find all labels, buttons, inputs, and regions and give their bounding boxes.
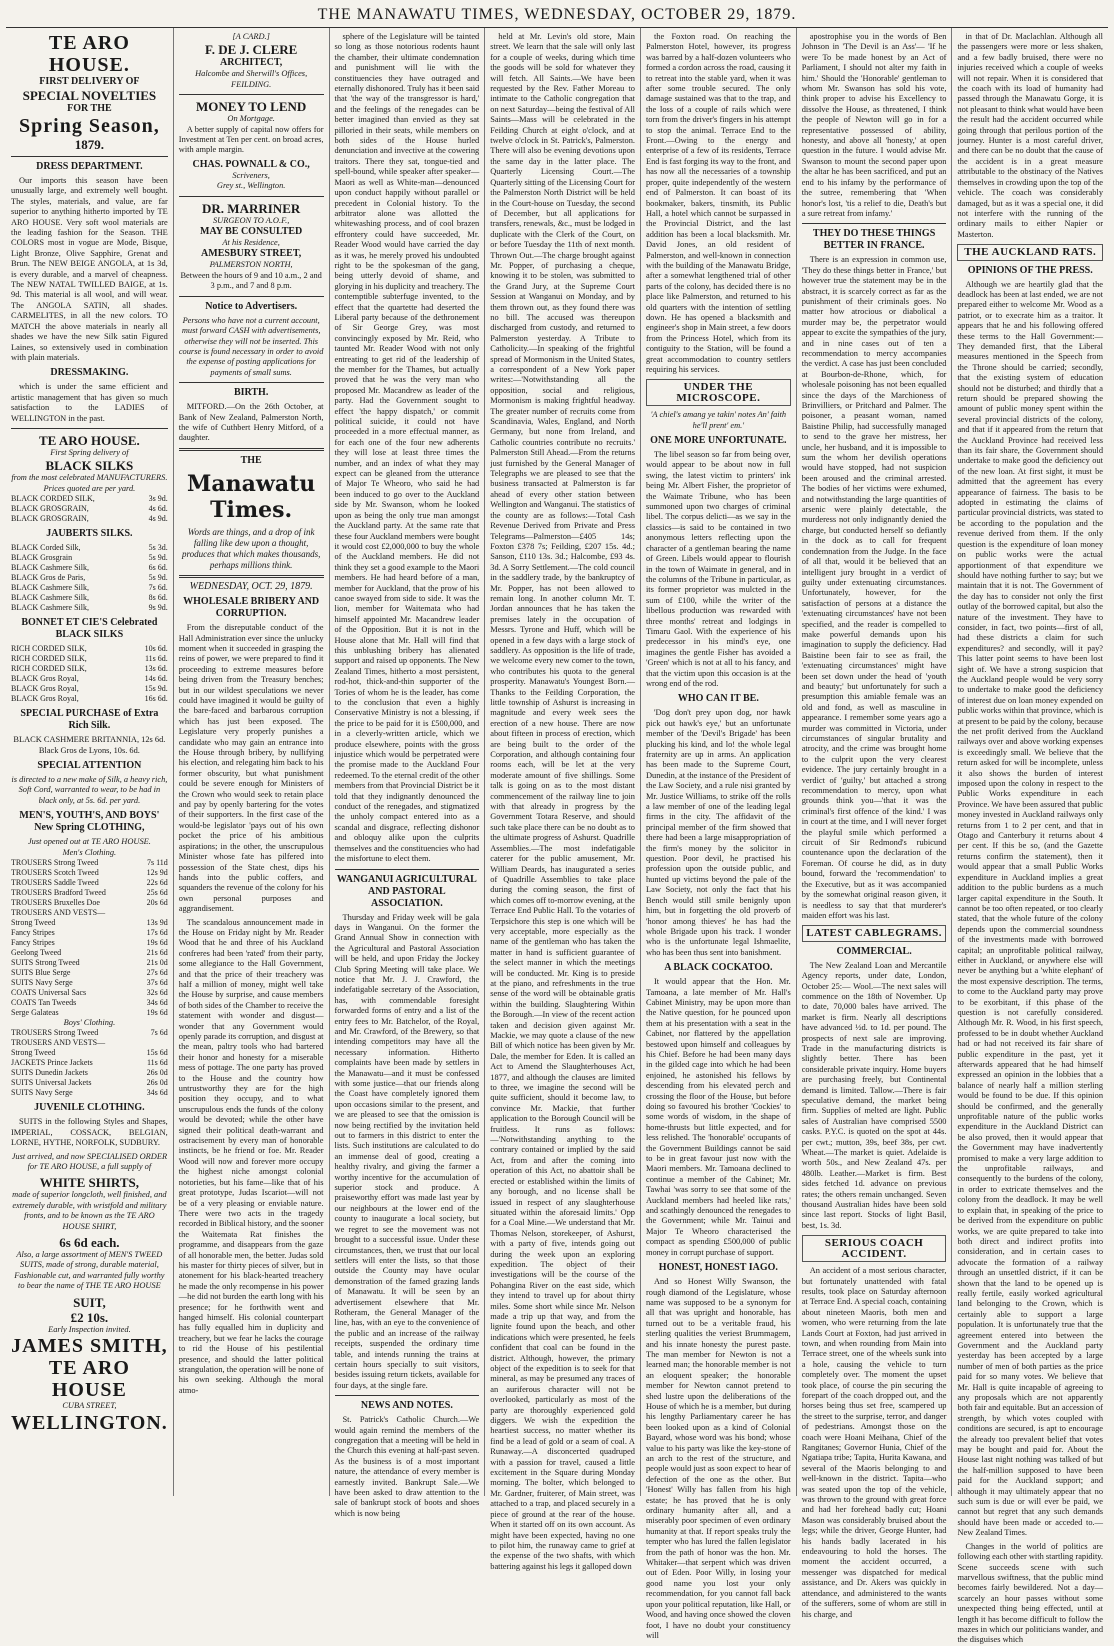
price-item: Strong Tweed bbox=[11, 1048, 56, 1058]
price-row bbox=[11, 593, 168, 603]
price-value: 27s 6d bbox=[146, 968, 168, 977]
bonnet-heading: BONNET ET CIE'S Celebrated BLACK SILKS bbox=[21, 617, 158, 641]
column-3 bbox=[330, 28, 486, 1518]
honest-text: And so Honest Willy Swanson, the rough diamond of the Legislature, whose name was supposed to be a synonym for all that was upright and honorable, has turned out to be a veritable fraud, his sterling qualities the veriest Brummagem, and his innate honesty the purest paste. The man member for Newton is not a learned man; the honorable member is not an eloquent speaker; the honorable member for Newton cannot pretend to shed lustre upon the deliberations of the House of which he is a member, but during his lengthy Parliamentary career he has been looked upon as a kind of Colonial Bayard, whose word was his bond; whose value to his party was like the key-stone of an arch to the rest of the structure, and people would just as soon expect to hear of defection of the one as the other. But 'Honest' Willy has fallen from his high estate; he has proved that he is only ordinary humanity after all, and a miserably poor specimen of even ordinary humanity at that. If report speaks truly the tempter who has lured the fallen legislator from the path of honor was the hon. Mr. Whitaker—that serpent which was driven out of Eden. Poor Willy, in losing your good name you lost your only recommendation, for you cannot fall back upon your political reputation, like Hall, or Wood, and having once showed the cloven foot, I have no doubt your constituency will bbox=[645, 1277, 791, 1640]
rats-text: Although we are heartily glad that the deadlock has been at last ended, we are not prepared either to welcome Mr. Wood as a patriot, or to execrate him as a traitor. It appears that he and his following offered these terms to the Hall Government:—They demanded first, that the Liberal measures mentioned in the Speech from the Throne should be carried; secondly, that the existing system of education should not be disturbed; and thirdly that a return should be prepared showing the amount of public money spent within the several provincial districts of the colony, and that if it appeared from the return that the Auckland Province had received less than its fair share, the Government should undertake to make good the deficiency out of the new loan. At first sight, it must be admitted that the agreement has every appearance of fairness. The basis to be adopted in estimating the claims of particular provincial districts, was stated to be according to the population and the revenue derived from them. If the only question is the expenditure of loan money on public works were the actual apportionment of that expenditure we should have nothing further to say; but we maintain that it is not. The Government of the day has to consider not only the first outlay of the borrowed capital, but also the nature of the investment. They have to consider, in fact, two points—first of all, had these districts a claim for such expenditures? and secondly, will it pay? This latter point seems to have been lost sight of. We have a strong suspicion that the Auckland people would be very sorry to undertake to make good the deficiency of interest due on loan money expended on public works within that province, which is at present to be paid by the colony, because the net profit derived from the Auckland railways over and above working expenses is exceedingly small. We believe that the return asked for will be incomplete, unless it also shows the burden of interest imposed upon the colony in respect to the Public Works expenditure in each Province. We have been assured that public money invested in Auckland railways only returns from 1 to 2 per cent, and that in Otago and Canterbury it returns about 4 per cent. If this be so, (and the Gazette returns confirm the statement), then it would appear that a small Public Works expenditure in Auckland implies a great addition to the public burdens as a much larger capital expenditure in the South. It cannot be too often repeated, or too clearly stated, that the whole future of the colony depends upon the commercial soundness of the investments made with borrowed capital; an unprofitable political railway, either in Auckland, or anywhere else will never be anything but a 'white elephant' of the most expensive description. The terms, to come to the Auckland party may prove to be exorbitant, if this phase of the question is not carefully considered. Although Mr. R. Wood, in his first speech, professed to be in doubt whether Auckland had or had not received its fair share of public expenditure in the past, yet it afterwards appeared that he had himself expressed an opinion in the lobbies that a balance of nearly half a million sterling would be found to be due. If this opinion should be confirmed, and the generally unprofitable nature of the public works expenditure in the Auckland District can be also proved, then it would appear that the Government may have inadvertently promised to make a very large addition to the unprofitable railways, and consequently to the burdens of the colony, in order to extricate themselves and the colony from the deadlock. It may be well to explain that, in speaking of the price to be derived from the expenditure on public works, we are quite prepared to take into both direct and indirect profits into consideration, and in certain cases to advocate the formation of a railway through an unsettled district, if it can be shown that the land to be opened up is really fertile, easily worked agricultural land belonging to the Crown, which is certainly able to support a large population. It is unfortunately true that the agreement entered into between the Government and the Auckland party yesterday has been accepted by a large number of men of both parties as the price paid for so many votes. We believe that Mr. Hall is quite incapable of agreeing to any proposals which are not apparently both fair and equitable. But an accession of strength, by which votes coupled with conditions are secured, is apt to encourage the already too prevalent belief that votes may be bought and paid for. About the House last night nothing was talked of but the half-million supposed to have been paid for the Auckland support; and although it may ultimately appear that no such sum is due or will ever be paid, we cannot but regret that any such demands should have been made or acceded to.—New Zealand Times. bbox=[957, 279, 1104, 1538]
price-item: TROUSERS Saddle Tweed bbox=[11, 878, 99, 887]
price-item: COATS Universal Sacs bbox=[11, 988, 87, 997]
price-item: Strong Tweed bbox=[11, 918, 56, 927]
price-row bbox=[11, 494, 168, 504]
price-value: 25s 6d bbox=[146, 888, 168, 897]
cockatoo-text: It would appear that the Hon. Mr. Tamoana, a late member of Mr. Hall's Cabinet Ministry, may be upon more than the Native question, for he pounced upon them at his presentation with a seat in the Cabinet, nor flattered by the appellation bestowed upon himself and colleagues by his Chief. Before he had been many days in the gilded cage into which he had been enjoined, he astonished his fellows by descending from his elevated perch and crossing the floor of the House, but before doing so favoured his brother 'Cockies' to some words of wisdom, in the shape of home-thrusts but little expected, and for less relished. The 'honorable' occupants of the Government Buildings cannot be said to be in great favour just now with the Maori members. Mr. Tamoana declined to continue a member of the Cabinet; Mr. Tawhai 'was sorry to see that some of the Auckland members had heeled like rats,' and scathingly denounced the renegades to the Government; while Mr. Tainui and Major Te Wheoro characterised the compact as spending £500,000 of public money in corrupt purchase of support. bbox=[645, 977, 791, 1257]
news-continued-2: the Foxton road. On reaching the Palmerston Hotel, however, its progress was barred by a half-dozen volunteers who formed a cordon across the road, causing it to retreat into the stable yard, when it was after some trouble secured. The only damage sustained was that to the trap, and the loss of a couple of rails which were torn from the driver's fingers in his attempt to stop the animal. Terrace End to the Front.—Owing to the energy and enterprise of a few of its residents, Terrace End is fast forging its way to the front, and has now all the necessaries of a township proper, quite independently of the western end of Palmerston. It can boast of its bookmaker, bakers, tinsmith, its Public Hall, a hotel which cannot be surpassed in the Provincial District, and the last addition has been a local blacksmith. Mr. David Jones, an old resident of Palmerston, and well-known in connection with the building of the Manawatu Bridge, after a somewhat lengthened trial of other parts of the colony, has decided there is no place like Palmerston, and returned to his old quarters with the intention of settling down. He has opened a blacksmith and engineer's shop in Main street, a few doors from the Princess Hotel, which from its contiguity to the Station, will be found a great accommodation to country settlers requiring his services. bbox=[645, 32, 791, 374]
price-item: BLACK Cashmere Silk, bbox=[11, 603, 89, 613]
price-item: RICH CORDED SILK, bbox=[11, 654, 87, 664]
news-heading: NEWS AND NOTES. bbox=[360, 1400, 453, 1412]
column-1 bbox=[6, 28, 174, 1496]
owner-name: JAMES SMITH, bbox=[11, 1335, 168, 1358]
cable-subheading: COMMERCIAL. bbox=[836, 945, 912, 957]
price-item: TROUSERS Bradford Tweed bbox=[11, 888, 106, 897]
price-value: 13s 9d bbox=[146, 918, 168, 927]
money-firm: CHAS. POWNALL & CO., bbox=[192, 158, 310, 170]
clothing-category: Men's Clothing. bbox=[62, 847, 117, 857]
shop-name-2: TE ARO HOUSE. bbox=[39, 432, 140, 448]
owner-street: CUBA STREET, bbox=[62, 1401, 117, 1411]
birth-heading: BIRTH. bbox=[233, 387, 269, 399]
suit-heading: SUIT, bbox=[73, 1294, 106, 1310]
suit-price: £2 10s. bbox=[70, 1309, 109, 1325]
doctor-title: SURGEON TO A.O.F., bbox=[212, 215, 290, 225]
price-value: 37s 6d bbox=[146, 978, 168, 987]
masthead: THE MANAWATU TIMES, WEDNESDAY, OCTOBER 29, 1879. bbox=[6, 4, 1108, 28]
divider bbox=[179, 296, 324, 297]
who-heading: WHO CAN IT BE. bbox=[677, 693, 759, 705]
special-text: BLACK CASHMERE BRITANNIA, 12s 6d. Black Gros de Lyons, 10s. 6d. bbox=[13, 735, 166, 755]
price-item: SUITS Blue Serge bbox=[11, 968, 71, 977]
divider bbox=[179, 196, 324, 197]
price-value: 26s 0d bbox=[146, 1078, 168, 1088]
price-row bbox=[11, 1028, 168, 1038]
price-value: 8s 6d. bbox=[148, 593, 168, 603]
special-heading: SPECIAL PURCHASE of Extra Rich Silk. bbox=[20, 708, 159, 732]
price-row bbox=[11, 1068, 168, 1078]
price-row bbox=[11, 868, 168, 878]
money-text: A better supply of capital now offers for Investment at Ten per cent. on broad acres, with ample margin. bbox=[178, 124, 324, 155]
price-row bbox=[11, 644, 168, 654]
price-row bbox=[11, 898, 168, 908]
clothing-heading: MEN'S, YOUTH'S, AND BOYS' New Spring CLOTHING, bbox=[19, 810, 160, 834]
divider bbox=[335, 869, 480, 870]
price-row bbox=[11, 928, 168, 938]
price-item: Fancy Stripes bbox=[11, 938, 55, 947]
flag-motto: Words are things, and a drop of ink falling like dew upon a thought, produces that which makes thousands, perhaps millions think. bbox=[181, 526, 321, 570]
shop-name: TE ARO HOUSE. bbox=[48, 32, 130, 76]
france-text: There is an expression in common use, 'They do these things better in France,' but however true the statement may be in the abstract, it is scarcely correct as far as the punishment of their criminals goes. No matter how atrocious or diabolical a murder may be, the perpetrator would appear to excite the sympathies of the jury, and in nine cases out of ten a recommendation to mercy accompanies the verdict. A case has just been concluded at Bourbon-de-Rhone, which, for wholesale poisoning has not been equalled since the days of the Marchioness of Brinvilliers, or Pritchard and Palmer. The poisoner, a peasant woman, named Baistine Philip, had successfully managed to send to the grave her mistress, her uncle, her husband, and it is impossible to sum the whom her devilish operations would have stopped, had not suspicion been aroused and the criminal arrested. The bodies of her victims were exhumed, and notwithstanding the large quantities of arsenic were plainly detectable, the murderess not only indignantly denied the charge, but conducted herself so defiantly in the dock as to call for frequent condemnation from the Judge. In the face of all that, would it be believed that an intelligent jury brought in a verdict of guilty under extenuating circumstances. Unfortunately, however, for the satisfaction of persons at a distance the 'extenuating circumstances' have not been specified, and the reader is compelled to make powerful demands upon his imagination to supply the deficiency. Had Baistine been fair to see as frail, the 'extenuating circumstances' might have been set down under the head of 'youth and beauty;' but unfortunately for such a presumption this amiable female was an old and fond, as well as masculine in appearance. I remember some years ago a murder was committed in Victoria, under circumstances of singular brutality and atrocity, and the crime was brought home to the culprit upon the very clearest evidence. The jury certainly brought in a verdict of 'guilty,' but attached a strong recommendation to mercy, upon what grounds think you—'that it was the criminal's first offence of the kind.' I was in court at the time, and I will never forget the playful smile which performed a circuit of Sir Redmond's rubicund countenance upon the declaration of the Foreman. Of course he did, as in duty bound, forward the 'recommendation' to the Executive, but as it was accompanied by the somewhat original reason given, it is needless to say that that murderer's maiden effort was his last. bbox=[801, 255, 947, 920]
price-value: 19s 6d bbox=[146, 938, 168, 947]
shop-line-2: SPECIAL NOVELTIES bbox=[22, 88, 157, 103]
france-heading: THEY DO THESE THINGS BETTER IN FRANCE. bbox=[812, 228, 936, 252]
price-item: TROUSERS AND VESTS— bbox=[11, 1038, 106, 1048]
season-title: Spring Season, bbox=[19, 115, 160, 137]
clothing-sub: Just opened out at TE ARO HOUSE. bbox=[27, 837, 151, 847]
price-row bbox=[11, 968, 168, 978]
price-value: 16s 6d. bbox=[144, 694, 168, 704]
money-heading: MONEY TO LEND bbox=[196, 99, 307, 115]
price-row bbox=[11, 1058, 168, 1068]
price-row bbox=[11, 694, 168, 704]
price-value: 12s 9d bbox=[146, 868, 168, 877]
silk-price-list bbox=[11, 494, 168, 524]
price-row bbox=[11, 504, 168, 514]
who-text: 'Dog don't prey upon dog, nor hawk pick out hawk's eye,' but an unfortunate member of the 'Devil's Brigade' has been plucking his kind, and lo! the whole legal fraternity are up in arms. An application has been made to the Supreme Court, Dunedin, at the instance of the President of the Law Society, and a rule nisi granted by Mr. Justice Williams, to strike off the rolls a law member of one of the leading legal firms in the city. The affidavit of the principal member of the firm showed that there had been a large misappropriation of the firm's money by the solicitor in question. Poor devil, he practised his profession upon the outside public, and hunted up victims beyond the pale of the Law Society, not only the fact that his Bench would still smile benignly upon him, but in forgetting the old proverb of 'honor among thieves' he has had the whole Brigade upon his track. I wonder who is the unfortunate legal Ishmaelite, who has been thus sent into banishment. bbox=[645, 708, 791, 957]
silks-heading: BLACK SILKS bbox=[45, 458, 134, 474]
price-value: 5s 3d. bbox=[148, 543, 168, 553]
boys-category: Boys' Clothing. bbox=[63, 1018, 116, 1027]
shirts-price: 6s 6d each. bbox=[59, 1235, 120, 1251]
owner-shop: TE ARO HOUSE bbox=[48, 1357, 130, 1402]
price-value: 6s 6d. bbox=[148, 563, 168, 573]
price-row bbox=[11, 858, 168, 868]
price-item: TROUSERS AND VESTS— bbox=[11, 908, 106, 917]
price-item: BLACK Cashmere Silk, bbox=[11, 593, 89, 603]
price-value: 10s 6d. bbox=[144, 644, 168, 654]
rats-subheading: OPINIONS OF THE PRESS. bbox=[967, 264, 1093, 276]
price-item: Fancy Stripes bbox=[11, 928, 55, 937]
doctor-name: DR. MARRINER bbox=[202, 200, 301, 216]
price-item: BLACK CORDED SILK, bbox=[11, 494, 95, 504]
price-value: 17s 6d bbox=[146, 928, 168, 937]
price-row bbox=[11, 888, 168, 898]
architect-name: F. DE J. CLERE bbox=[204, 42, 298, 58]
price-value: 3s 9d. bbox=[148, 494, 168, 504]
price-row bbox=[11, 583, 168, 593]
price-value: 11s 6d. bbox=[144, 654, 168, 664]
divider bbox=[802, 223, 947, 224]
cable-heading: LATEST CABLEGRAMS. bbox=[802, 925, 947, 941]
price-item: JACKETS Prince Jackets bbox=[11, 1058, 93, 1068]
rats-heading: THE AUCKLAND RATS. bbox=[957, 244, 1103, 260]
price-value: 20s 6d bbox=[146, 898, 168, 907]
price-value: 5s 9d. bbox=[148, 553, 168, 563]
shirts-intro: Just arrived, and now SPECIALISED ORDER for TE ARO HOUSE, a full supply of bbox=[11, 1151, 168, 1172]
price-value: 4s 6d. bbox=[148, 504, 168, 514]
price-value: 7s 11d bbox=[146, 858, 168, 867]
lead-continued: sphere of the Legislature will be tainted so long as those notorious rodents haunt the chamber, their ultimate condemnation and punishment will lie with the constituencies they have outraged and eternally dishonored. Truly has it been said that 'the way of the transgressor is hard,' and the feelings of the renegades can be better imagined than envied as they sat pilloried in their seats, while members on both sides of the House hurled denunciation and invective at the cowering traitors. There they sat, tongue-tied and spell-bound, while speaker after speaker—Maori as well as White-man—denounced upon conduct happily without parallel or precedent in Colonial history. To the arbitrator alone was allotted the whitewashing process, and of cool brazen effrontery could have succeeded, Mr. Reader Wood would have carried the day as it was, he merely proved his undoubted right to be the spokesman of the gang, being utterly devoid of shame, and glorying in his duplicity and treachery. The contemptible subterfuge invented, to the effect that the quartette had deserted the Liberal party because of the dethronement of Sir George Grey, was most convincingly exposed by Mr. Reid, who taunted Mr. Reader Wood with not only entreating to get rid of the leadership of the member for the Thames, but actually proved that he was the very man who proposed Mr. Macandrew as leader of the party. Had the Government sought to effect 'the happy dispatch,' or commit political suicide, it could not have proceeded in a more effectual manner, as for each one of the four new adherents they will lose at least three times the number, and an index of what they may expect can be gleaned from the utterance of Major Te Wheoro, who said he had been induced to go over to the Auckland side by Mr. Swanson, whom he looked upon as being the only true man amongst the Auckland party. At the same rate that these four Auckland members were bought it would cost £2,000,000 to buy the whole of the Auckland members. He did not think they set a good example to the Maori members. He had heard before of a man, member for Auckland, that the prow of his canoe swayed from side to side. It was the lion, member for Waitemata who had himself appointed Mr. Macandrew leader of the Opposition. But it is not in the House alone that Mr. Hall will find that this unblushing bribery has alienated support and raised up opponents. The New Zealand Times, hitherto a most persistent, rod-hot, thick-and-thin supporter of the Tories of whom he is the leader, has come to the conclusion that even a highly Conservative Ministry is not a blessing, if the price to be paid for it is £500,000, and in a cleverly-written article, which we produce elsewhere, points with the gross injustice which would be perpetrated were the promise made to the Auckland Four redeemed. To the eternal credit of the other members from that Provincial District be it told that they indignantly denounced the conduct of the renegades, and stigmatized the unholy compact entered into as a scandal and disgrace, reflecting dishonor and obloquy alike upon the culprits themselves and the constituencies who had the misfortune to elect them. bbox=[334, 32, 480, 864]
price-row bbox=[11, 603, 168, 613]
price-row bbox=[11, 553, 168, 563]
divider bbox=[179, 382, 324, 383]
architect-address: Halcombe and Sherwill's Offices, FEILDING. bbox=[195, 69, 308, 89]
price-item: BLACK Gros Royal, bbox=[11, 674, 79, 684]
price-value: 26s 0d bbox=[146, 1068, 168, 1078]
price-row bbox=[11, 998, 168, 1008]
inspection-note: Early Inspection invited. bbox=[48, 1324, 131, 1334]
lead-paragraph-2: The scandalous announcement made in the House on Friday night by Mr. Reader Wood that he and three of his Auckland confreres had been 'rated' from their party, some allegiance to the Hall Government, and that the price of their treachery was half a million of money, might well take the House by surprise, and cause members of both sides of the Chamber to receive the statement with wonder and disgust—wonder that any Government would openly parade its corruption, and disgust at the mean, paltry tools who had bartered their honor and honesty for a miserable mess of pottage. The one party has proved to the House and the country how untrustworthy they are for the high position they occupy, and to what unscrupulous ends the funds of the colony would be devoted; while the other have signed their political death-warrant and ostracisement by every man of honorable instincts, be he friend or foe. Mr. Reader Wood will now and forever more occupy the highest niche amongst colonial notorieties, but his fame—like that of his great prototype, Judas Iscariot—will not be of a very pleasing or enviable nature. There were two acts in the tragedy recorded in Biblical history, and the sooner the Waitemata Rat finishes the programme, and disappears from the gaze of all honorable men, the better. Judas sold his master for thirty pieces of silver, but in atonement for his black-hearted treachery he made the only recompense in his power—he did not burden the earth long with his presence; for he forthwith went and hanged himself. His colonial counterpart has fully equalled him in duplicity and treachery, but we fear he lacks the courage to rid the House of his pestilential presence, and should the latter political strangulation, the operation will be none of his own seeking. Although the moral atmo- bbox=[178, 917, 324, 1395]
price-item: BLACK Cashmere Silk, bbox=[11, 563, 89, 573]
microscope-quote: 'A chiel's amang ye takin' notes An' faith he'll prent' em.' bbox=[650, 410, 787, 430]
price-value: 5s 9d. bbox=[148, 573, 168, 583]
price-item: SUITS Dunedin Jackets bbox=[11, 1068, 88, 1078]
column-4 bbox=[485, 28, 641, 1571]
price-item: BLACK Corded Silk, bbox=[11, 543, 81, 553]
price-item: TROUSERS Bruxelles Doe bbox=[11, 898, 100, 907]
column-7 bbox=[952, 28, 1108, 1645]
shirts-heading: WHITE SHIRTS, bbox=[39, 1175, 140, 1191]
price-row bbox=[11, 1088, 168, 1098]
news-text: St. Patrick's Catholic Church.—We would again remind the members of the congregation that a meeting will be held in the Church this evening at half-past seven. As the business is of a most important nature, the attendance of every member is earnestly invited. Bankrupt Sale.—We have been asked to draw attention to the sale of bankrupt stock of boots and shoes which is now being bbox=[334, 1415, 480, 1518]
shirts-text: made of superior longcloth, well finished, and extremely durable, with wristfold and military fronts, and to be known as the TE ARO HOUSE SHIRT, bbox=[12, 1190, 167, 1231]
price-row bbox=[11, 978, 168, 988]
shop-line-1: FIRST DELIVERY OF bbox=[39, 76, 140, 87]
price-row bbox=[11, 514, 168, 524]
bonnet-price-list bbox=[11, 644, 168, 704]
notice-heading: Notice to Advertisers. bbox=[205, 300, 298, 312]
coach-text: An accident of a most serious character, but fortunately unattended with fatal results, took place on Saturday afternoon at Terrace End. A special coach, containing about nineteen Maoris, both men and women, who were returning from the late Lands Court at Foxton, had just arrived in town, and when rounding from Main into Terrace street, one of the wheels sunk into a hole, causing the vehicle to turn completely over. The moment the upset took place, of course the pin securing the forepart of the coach dropped out, and the horses being thus set free, scampered up the street to the surprise, terror, and danger of pedestrians. Amongst those on the coach were Hoani Meihana, Chief of the Rangitanes; Governor Hunia, Chief of the Ngatiapa tribe; Tapita, Hurita Kawana, and several of the Maoris belonging to and well-known in the district. Tapita—who was seated upon the top of the vehicle, was thrown to the ground with great force and had her forehead badly cut; Hoani Mason was considerably bruised about the legs; while the driver, George Hunter, had his hands badly lacerated in his endeavouring to hold the horses. The moment the accident occurred, a messenger was dispatched for medical assistance, and Dr. Akers was quickly in attendance, and administered to the wants of the sufferers, some of whom are still in his charge, and bbox=[801, 1266, 947, 1619]
price-value: 22s 6d bbox=[146, 878, 168, 887]
divider bbox=[179, 575, 324, 578]
price-value: 21s 6d bbox=[146, 948, 168, 957]
clothing-price-list bbox=[11, 858, 168, 1018]
honest-continued: apostrophise you in the words of Ben Johnson in 'The Devil is an Ass'— 'If he were To be made honest by an Act of Parliament, I should not alter my faith in him.' Should the 'Honorable' gentleman to whom Mr. Swanson has sold his vote, think proper to advise his Excellency to dissolve the House, as threatened, I think the people of Newton will go in for a representative possessed of ability, honesty, and above all 'honesty,' at open question in the future. I would advise Mr. Swanson to mount the second paper upon the altar he has been sacrificed, and put an end to his infamy by the performance of the sutree, remembering that 'When honor's lost, 'tis a relief to die, Death's but a sure retreat from infamy.' bbox=[801, 32, 947, 218]
price-row bbox=[11, 1038, 168, 1048]
doctor-hours: Between the hours of 9 and 10 a.m., 2 and 3 p.m., and 7 and 8 p.m. bbox=[180, 270, 322, 291]
lead-paragraph-1: From the disreputable conduct of the Hall Administration ever since the unlucky moment when it succeeded in grasping the reins of power, we were prepared to find it proceeding to extreme measures before being driven from the Treasury benches; but in our wildest speculations we never could have imagined it would be guilty of the bare-faced and barbarous corruption which has just been exposed. The Legislature very properly punishes a candidate who may gain an entrance into the House through bribery, by nullifying his election, and relegating him back to his former obscurity, but what punishment could be severe enough for Ministers of the Crown who would seek to retain place and pay by openly bartering for the votes of their supporters. In the first case of the would-be legislator 'pays out of his own pocket the price of his ambitious aspirations; in the other, the unscrupulous Minister whose fate has pilfered into possession of the State chest, dips his hands into the public coffers, and squanders the revenue of the colony for his own personal purposes and aggrandisement. bbox=[178, 623, 324, 914]
columns bbox=[6, 28, 1108, 1645]
lead-heading: WHOLESALE BRIBERY AND CORRUPTION. bbox=[183, 596, 320, 620]
divider bbox=[179, 94, 324, 95]
coach-heading: SERIOUS COACH ACCIDENT. bbox=[802, 1235, 947, 1262]
cockatoo-heading: A BLACK COCKATOO. bbox=[664, 962, 773, 974]
price-value: 11s 6d bbox=[146, 1058, 168, 1068]
price-value: 15s 9d. bbox=[144, 684, 168, 694]
price-item: TROUSERS Scotch Tweed bbox=[11, 868, 99, 877]
column-5 bbox=[641, 28, 797, 1640]
price-item: BLACK Gros Royal, bbox=[11, 684, 79, 694]
tweed-text: Also, a large assortment of MEN'S TWEED SUITS, made of strong, durable material, Fashionable cut, and warranted fully worthy to bear the name of THE TE ARO HOUSE bbox=[14, 1250, 165, 1291]
divider bbox=[11, 428, 168, 429]
price-item: BLACK GROSGRAIN, bbox=[11, 504, 89, 514]
owner-city: WELLINGTON. bbox=[11, 1411, 168, 1434]
price-value: 7s 6d. bbox=[148, 583, 168, 593]
unfortunate-text: The libel season so far from being over, would appear to be about now in full swing, the latest victim to printers' ink being Mr. Albert Fisher, the proprietor of the Waimate Tribune, who has been summoned upon two charges of criminal libel. The corpus delicti—as we say in the classics—is said to be contained in two anonymous letters reflecting upon the character of a gentleman bearing the name of Green. Libels would appear to flourish in the town of Waimate in general, and in the columns of the Tribune in particular, as its former proprietor was mulcted in the sum of £100, while the writer of the libellous production was rewarded with three months' retreat and lodgings in Timaru Gaol. With the experience of his predecessor in his mind's eye, one imagines the gentle Fisher has avoided a 'Green' which is not at all to his fancy, and that the victim upon this occasion is at the wrong end of the rod. bbox=[645, 450, 791, 688]
price-row bbox=[11, 654, 168, 664]
price-item: TROUSERS Strong Tweed bbox=[11, 858, 99, 867]
price-value: 15s 6d bbox=[146, 1048, 168, 1058]
column-6 bbox=[797, 28, 953, 1619]
show-heading: WANGANUI AGRICULTURAL AND PASTORAL ASSOCIATION. bbox=[336, 873, 477, 909]
shop-sub: First Spring delivery of bbox=[50, 447, 129, 457]
season-year: 1879. bbox=[74, 137, 105, 152]
boys-price-list bbox=[11, 1028, 168, 1098]
price-value: 21s 0d bbox=[146, 958, 168, 967]
coach-continued: in that of Dr. Maclachlan. Although all the passengers were more or less shaken, and a few badly bruised, there were no injuries received which a couple of weeks will not repair. When it is considered that the coach with its load of humanity had passed through the Manawatu Gorge, it is not pleasant to think what would have been the result had the accident occurred while going through that perilous portion of the journey. Hunter is a most careful driver, and there can be no doubt that the cause of the accident is in a great measure attributable to the obstinacy of the Natives themselves in crowding upon the top of the vehicle. The coach was considerably damaged, but as it was a special one, it did not interfere with the running of the ordinary mails to either Napier or Masterton. bbox=[957, 32, 1104, 239]
jauberts-heading: JAUBERTS SILKS. bbox=[46, 528, 133, 540]
price-value: 4s 9d. bbox=[148, 514, 168, 524]
price-row bbox=[11, 948, 168, 958]
price-value: 9s 9d. bbox=[148, 603, 168, 613]
newspaper-flag: Manawatu Times. bbox=[187, 470, 316, 523]
price-item: SUITS Navy Serge bbox=[11, 978, 73, 987]
juvenile-text: SUITS in the following Styles and Shapes, IMPERIAL, COSSACK, BELGIAN, LORNE, HYTHE, NORFOLK, SUDBURY. bbox=[11, 1117, 168, 1148]
changes-text: Changes in the world of politics are following each other with startling rapidity. Scene succeeds scene with such marvellous swiftness, that the public mind becomes fairly bewildered. Not a day—scarcely an hour passes without some unexpected thing being effected, until at length it has become difficult to follow the mazes in which our politicians wander, and the disguises which bbox=[957, 1541, 1104, 1645]
divider bbox=[179, 448, 324, 451]
price-item: Geelong Tweed bbox=[11, 948, 62, 957]
jauberts-price-list bbox=[11, 543, 168, 613]
dress-heading: DRESS DEPARTMENT. bbox=[36, 161, 143, 172]
shop-line-3: FOR THE bbox=[67, 103, 112, 114]
attention-heading: SPECIAL ATTENTION bbox=[37, 759, 142, 771]
attention-text: is directed to a new make of Silk, a heavy rich, Soft Cord, warranted to wear, to be had in black only, at 5s. 6d. per yard. bbox=[11, 774, 168, 805]
birth-text: MITFORD.—On the 26th October, at Bank of New Zealand, Palmerston North, the wife of Cuthbert Henry Mitford, of a daughter. bbox=[178, 402, 324, 443]
flag-the: THE bbox=[240, 454, 262, 466]
price-item: SUITS Strong Tweed bbox=[11, 958, 80, 967]
juvenile-heading: JUVENILE CLOTHING. bbox=[34, 1102, 145, 1114]
silks-sub: from the most celebrated MANUFACTURERS. Prices quoted are per yard. bbox=[11, 473, 168, 493]
architect-title: ARCHITECT, bbox=[219, 57, 283, 69]
dressmaking-text: which is under the same efficient and artistic management that has given so much satisfaction to the LADIES of WELLINGTON in the past. bbox=[11, 382, 168, 423]
price-item: TROUSERS Strong Tweed bbox=[11, 1028, 99, 1038]
price-row bbox=[11, 684, 168, 694]
microscope-heading: UNDER THE MICROSCOPE. bbox=[646, 379, 791, 406]
price-row bbox=[11, 988, 168, 998]
price-row bbox=[11, 1078, 168, 1088]
price-row bbox=[11, 938, 168, 948]
money-role: Scriveners, bbox=[232, 170, 270, 180]
show-text: Thursday and Friday week will be gala days in Wanganui. On the former the Grand Annual Show in connection with the Agricultural and Pastoral Association will be held, and upon Friday the Jockey Club Spring Meeting will take place. We notice that Mr. J. J. Crawford, the indefatigable secretary of the Association, has, with commendable foresight forwarded forms of entry and a list of the entry fees to Mr. Batchelor, of the Royal, and Mr. Crawford, of the Brewery, so that intending competitors may have all the necessary information. Hitherto complaints have been made by settlers in the Manawatu—and it must be confessed with some justice—that our friends along the Coast have completely ignored them upon occasions similar to the present, and we are pleased to see that the omission is now being rectified by the invitation held out to farmers in this district to enter the lists. Such institutions are calculated to do an immense deal of good, creating a healthy rivalry, and giving the farmer a worthy incentive for the accumulation of superior stock and produce. A praiseworthy effort was made last year by our neighbours at the lower end of the county to inaugurate a local society, but we regret to see the movement was not brought to a successful issue. Under these circumstances, then, we trust that our local settlers will enter the lists, so that those outside the County may have ocular demonstration of the famed grazing lands of Manawatu. It will be seen by an advertisement elsewhere that Mr. Rotheram, the General Manager of the line, has, with an eye to the convenience of the public and an increase of the railway receipts, suspended the ordinary time table, and intends running the trains at certain hours specially to suit visitors, besides issuing return tickets, available for four days, at the single fare. bbox=[334, 912, 480, 1390]
price-row bbox=[11, 908, 168, 918]
price-item: BLACK Gros de Paris, bbox=[11, 573, 86, 583]
price-row bbox=[11, 1048, 168, 1058]
price-item: SUITS Navy Serge bbox=[11, 1088, 73, 1098]
dateline: WEDNESDAY, OCT. 29, 1879. bbox=[189, 580, 313, 592]
price-value: 13s 6d. bbox=[144, 664, 168, 674]
news-continued: held at Mr. Levin's old store, Main street. We learn that the sale will only last for a couple of weeks, during which time the goods will be sold for whatever they will fetch. All Saints.—We have been requested by the Rev. Father Moreau to intimate to the Catholic congregation that on next Saturday—being the festival of All Saints—Mass will be celebrated in the Feilding Church at eight o'clock, and at twelve o'clock in St. Patrick's, Palmerston. There will also be evening devotions upon the same day in the latter place. The Quarterly Licensing Court.—The Quarterly sitting of the Licensing Court for the Palmerston North District will be held in the Court-house on Tuesday, the second of December, but all applications for transfers, renewals, &c., must be lodged in duplicate with the Clerk of the Court, on or before Tuesday the 11th of next month. Thrown Out.—The charge brought against Mr. Popper, of purchasing a cheque, knowing it to be stolen, was submitted to the Grand Jury, at the Supreme Court Session at Wanganui on Monday, and by them thrown out, as they found there was no bill. The accused was thereupon discharged from custody, and returned to Palmerston yesterday. A Tribute to Catholicity.—In speaking of the frightful spread of Mormonism in the United States, a correspondent of a New York paper writes:—'Notwithstanding all the opposition, social and religious, Mormonism is making frightful headway. The greater number of recruits come from Scandinavia, Wales, England, and North Germany, but none from Ireland, and Catholic countries contribute no recruits.' Palmerston Still Ahead.—From the returns just furnished by the General Manager of Telegraphs we are pleased to see that the business transacted at Palmerston is far ahead of every other station between Wellington and Wanganui. The statistics of the county are as follows:—Total Cash Revenue Derived from Private and Press Telegrams—Palmerston—£405 14s; Foxton £378 7s; Feilding, £207 15s. 4d.; Sanson, £110 13s. 3d.; Halcombe, £93 4s. 3d. A Sorry Settlement.—The cold council in the saddlery trade, by the bankruptcy of Mr. Popper, has not been allowed to remain long. In another column Mr. T. Jordan announces that he has taken the premises lately in the occupation of Messrs. Tyrone and Huff, which will be opened in a few days with a large stock of saddlery. As opposition is the life of trade, we welcome every new comer to the town, who contributes his quota to the general prosperity. Manawatu's Youngest Born.—Thanks to the Feilding Corporation, the little township of Ashurst is increasing in magnitude and every week sees the erection of a new house. There are now about fifteen in process of erection, which are being built to the order of the Corporation, and although containing four rooms each, will be let at the very moderate amount of five shillings. Some talk is going on as to the most distant commencement of the railway line to join with that already in progress by the Government Totara Reserve, and should such take place there can be no doubt as to the ultimate progress of Ashurst. Quadrille Assemblies.—The most indefatigable caterer for the public amusement, Mr. William Deards, has inaugurated a series of Quadrille Assemblies to take place during the coming season, the first of which comes off to-morrow evening, at the Terrace End Public Hall. To the votaries of Terpsichore this step is one which will be very acceptable, more especially as the name of the gentleman who has taken the matter in hand is sufficient guarantee of the select manner in which the meetings will be conducted. Mr. King is to preside at the piano, and refreshments in the true sense of the word will be obtainable gratis within the building. Slaughtering Within the Borough.—In view of the recent action taken and decision given against Mr. Mackie, we may quote a clause of the new Bill of which notice has been given by Mr. Dale, the member for Eden. It is called an Act to Amend the Slaughterhouses Act, 1877, and although the clauses are limited to three, we imagine the second will be quite sufficient, should it become law, to convince Mr. Mackie, that further application to the Borough Council will be fruitless. It runs as follows:—'Notwithstanding anything to the contrary contained or implied by the said Act, from and after the coming into operation of this Act, no abattoir shall be erected or established within the limits of any borough, and no license shall be issued in respect of any slaughterhouse situated within the aforesaid limits.' Opp for a Coal Mine.—We understand that Mr. Thomas Nelson, storekeeper, of Ashurst, with a party of five, intends going out during the week upon an exploring expedition. The object of their investigations will be the course of the Pohangina River on the east side, which they intend to travel up for about thirty miles. Some short while since Mr. Nelson made a trip up that way, and from the lignite found upon the beach, and other indications which were presented, he feels confident that coal can be found in the district. Although, however, the primary object of the expedition is to seek for that mineral, as may be presumed any traces of an auriferous character will not be overlooked, particularly as most of the party are thoroughly experienced gold diggers. We wish the expedition the heartiest success, no matter whether its find be a lead of gold or a seam of coal. A Runaway.—A disconcerted quadruped with a passion for travel, caused a little excitement in the Square during Monday morning. The bolter, which belonged to Mr. Gardner, fruiterer, of Main street, was attached to a trap, and placed securely in a piece of ground at the rear of the house. When it started off on its own account. As might have been expected, having no one to pilot him, the runaway came to grief at the expense of the two shafts, with which battering against his legs it galloped down bbox=[490, 32, 635, 1571]
price-value: 32s 6d bbox=[146, 988, 168, 997]
price-item: Serge Galateas bbox=[11, 1008, 59, 1017]
price-item: SUITS Universal Jackets bbox=[11, 1078, 92, 1088]
column-2 bbox=[174, 28, 330, 1496]
price-row bbox=[11, 918, 168, 928]
price-row bbox=[11, 664, 168, 674]
price-item: BLACK Grosgrain bbox=[11, 553, 73, 563]
price-value: 7s 6d bbox=[150, 1028, 168, 1038]
price-value: 34s 6d bbox=[146, 998, 168, 1007]
price-item: RICH CORDED SILK, bbox=[11, 644, 87, 654]
price-item: BLACK GROSGRAIN, bbox=[11, 514, 89, 524]
dress-text: Our imports this season have been unusually large, and extremely well bought. The styles, materials, and value, are far superior to anything hitherto imported by TE ARO HOUSE. Very soft wool materials are the leading fashion for the Season. THE COLORS most in vogue are Mode, Bisque, Light Bronze, Olive Sapphire, Grenat and Brun. The NEW BEIGE ANGOLA, at 1s 3d, is every durable, and a marvel of cheapness. The NEW NATAL TWILLED BAIGE, at 1s. 9d. This material is all wool, and will wear. The ANGOLA SATIN, all shades. CARMELITES, in all the new colors. TO MATCH the above materials in nearly all shades we have the new Silk satin Figured Laines, so extensively used in combination with plain materials. bbox=[11, 176, 168, 362]
doctor-street: AMESBURY STREET, bbox=[201, 248, 302, 260]
card-label: [A CARD.] bbox=[232, 32, 270, 41]
money-address: Grey st., Wellington. bbox=[216, 181, 286, 191]
price-row bbox=[11, 674, 168, 684]
price-item: BLACK Cashmere Silk, bbox=[11, 583, 89, 593]
doctor-residence: At his Residence, bbox=[222, 238, 280, 248]
price-value: 34s 6d bbox=[146, 1088, 168, 1098]
notice-text: Persons who have not a current account, must forward CASH with advertisements, otherwise they will not be inserted. This course is found necessary in order to avoid the expense of posting applications for payments of small sums. bbox=[178, 315, 324, 377]
cable-text: The New Zealand Loan and Mercantile Agency reports, under date, London, October 25:— Wool.—The next sales will commence on the 18th of November. Up to date, 70,000 bales have arrived. The market is firm. Nearly all descriptions have advanced ½d. to 1d. per pound. The prospects of next sale are improving. Trade in the manufacturing districts is slightly better. There has been considerable private inquiry. Home buyers are purchasing freely, but Continental demand is limited. Tallow.—There is fair speculative demand, the market being firm. Supplies of melted are light. Public sales of Australian have comprised 5500 casks. P.Y.C. is quoted on the spot at 44s. per cwt.; mutton, 39s, beef 38s, per cwt. Wheat.—The market is quiet. Adelaide is worth 50s., and New Zealand 47s. per 480lb. Leather.—Market is firm. Best sides fetched 1d. advance on previous rates; the others remain unchanged. Seven thousand Australian hides have been sold since last report. Stocks of light Basil, best, 1s. 3d. bbox=[801, 960, 947, 1230]
price-row bbox=[11, 563, 168, 573]
price-item: RICH CORDED SILK, bbox=[11, 664, 87, 674]
price-row bbox=[11, 878, 168, 888]
divider bbox=[11, 156, 168, 157]
dressmaking-heading: DRESSMAKING. bbox=[50, 367, 129, 379]
money-sub: On Mortgage. bbox=[227, 114, 275, 124]
unfortunate-heading: ONE MORE UNFORTUNATE. bbox=[650, 435, 787, 447]
divider bbox=[335, 1395, 480, 1396]
price-value: 14s 6d. bbox=[144, 674, 168, 684]
honest-heading: HONEST, HONEST IAGO. bbox=[658, 1262, 778, 1274]
price-row bbox=[11, 958, 168, 968]
price-item: BLACK Gros Royal, bbox=[11, 694, 79, 704]
doctor-consult: MAY BE CONSULTED bbox=[200, 226, 303, 238]
doctor-town: PALMERSTON NORTH, bbox=[209, 260, 293, 270]
price-row bbox=[11, 1008, 168, 1018]
price-item: COATS Tan Tweeds bbox=[11, 998, 77, 1007]
price-row bbox=[11, 573, 168, 583]
price-value: 19s 6d bbox=[146, 1008, 168, 1017]
price-row bbox=[11, 543, 168, 553]
